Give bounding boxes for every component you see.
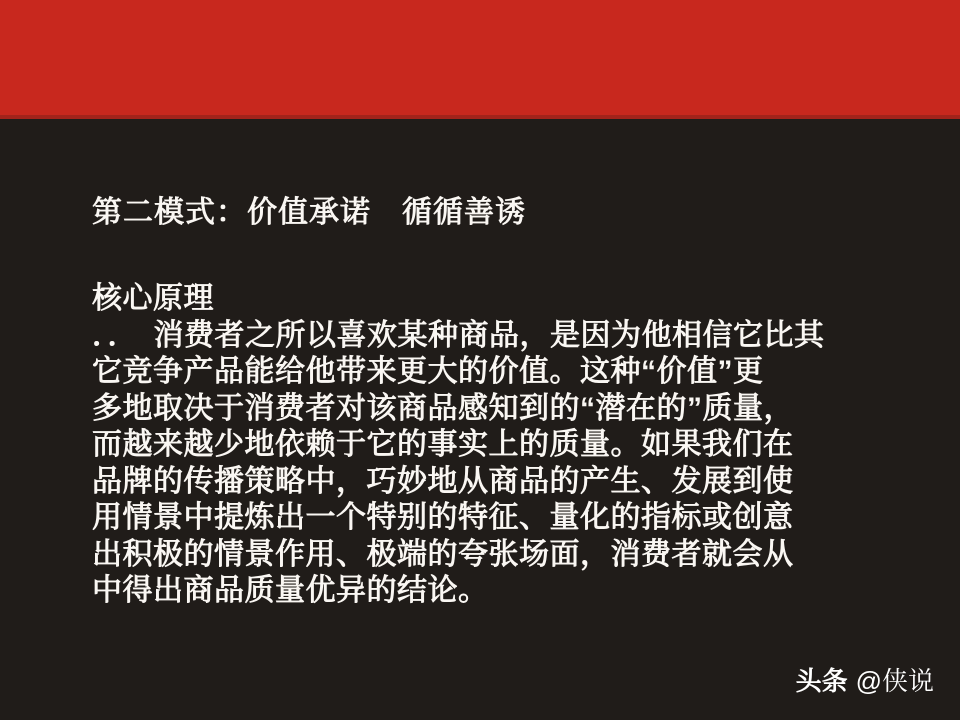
watermark-brand: 头条 [795,666,848,696]
body-line: 中得出商品质量优异的结论。 [92,574,489,607]
body-line: 用情景中提炼出一个特别的特征、量化的指标或创意 [92,501,794,534]
slide-title: 第二模式：价值承诺 循循善诱 [92,196,526,229]
body-line: 它竞争产品能给他带来更大的价值。这种“价值”更 [92,355,764,388]
top-red-banner [0,0,960,119]
section-heading: 核心原理 [92,282,214,315]
body-line: 多地取决于消费者对该商品感知到的“潜在的”质量， [92,391,794,425]
slide-content [92,195,882,610]
watermark-handle: @侠说 [855,666,934,696]
body-line: 而越来越少地依赖于它的事实上的质量。如果我们在 [92,428,794,461]
body-line: 品牌的传播策略中，巧妙地从商品的产生、发展到使 [92,464,794,498]
body-line: ．． 消费者之所以喜欢某种商品，是因为他相信它比其 [92,318,825,352]
body-paragraph [92,281,882,610]
body-line: 出积极的情景作用、极端的夸张场面，消费者就会从 [92,537,794,571]
watermark [796,661,934,698]
